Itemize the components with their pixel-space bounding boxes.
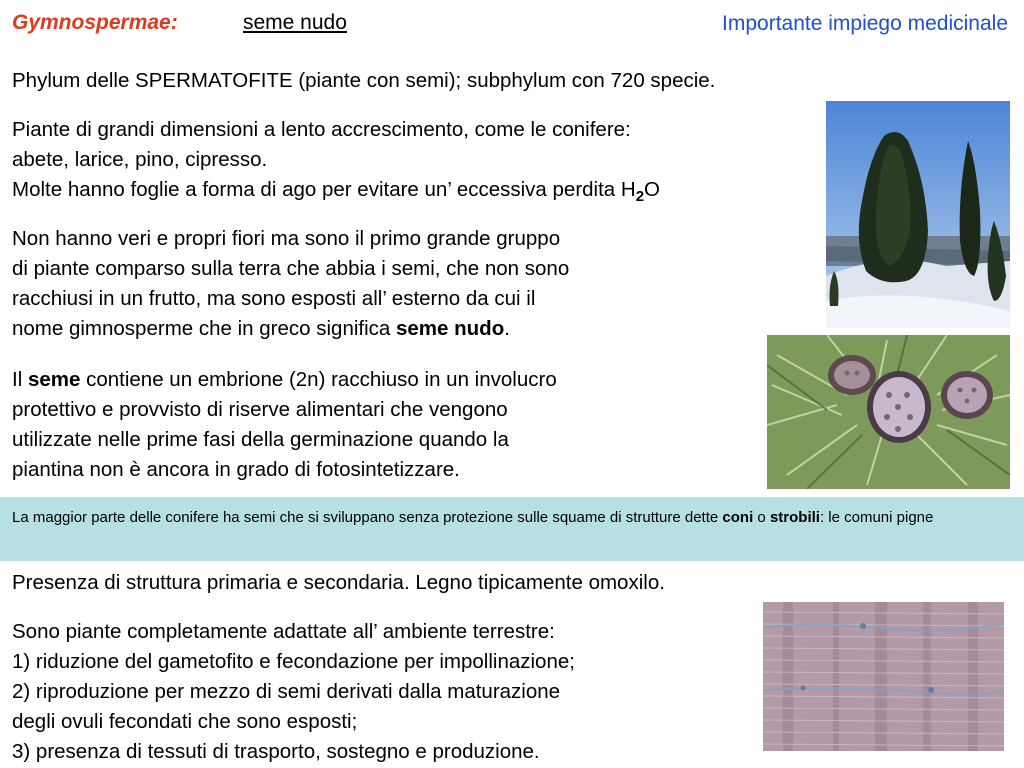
subscript: 2 (635, 188, 645, 205)
text-line: racchiusi in un frutto, ma sono esposti all’ esterno da cui il (12, 287, 536, 310)
text-span: Il (12, 368, 28, 391)
text-span: nome gimnosperme che in greco significa (12, 317, 396, 340)
text-line: 2) riproduzione per mezzo di semi derivati dalla maturazione (12, 680, 561, 703)
bold-term: seme nudo (396, 317, 505, 340)
bold-term: seme (27, 368, 81, 391)
conifer-trees-image (826, 101, 1010, 328)
text-line: Non hanno veri e propri fiori ma sono il primo grande gruppo (12, 227, 561, 250)
paragraph-seed-def (12, 365, 557, 485)
text-line (12, 365, 557, 395)
bold-term: strobili (769, 509, 820, 526)
pine-cones-image (767, 335, 1010, 489)
text-line: protettivo e provvisto di riserve alimentari che vengono (12, 398, 508, 421)
callout-text (12, 505, 1012, 530)
text-span: La maggior parte delle conifere ha semi che si sviluppano senza protezione sulle squame di strutture dette (12, 509, 723, 526)
text-line: piantina non è ancora in grado di fotosintetizzare. (12, 458, 460, 481)
text-span: . (504, 317, 510, 340)
text-line: abete, larice, pino, cipresso. (12, 148, 268, 171)
paragraph-seeds (12, 224, 569, 344)
paragraph-size (12, 115, 660, 207)
wood-micrograph-image (763, 602, 1004, 751)
text-line: utilizzate nelle prime fasi della germinazione quando la (12, 428, 509, 451)
paragraph-structure: Presenza di struttura primaria e secondaria. Legno tipicamente omoxilo. (12, 571, 665, 594)
text-line (12, 314, 569, 344)
bold-term: coni (722, 509, 754, 526)
text-span: : le comuni pigne (819, 509, 934, 526)
text-span: o (753, 509, 770, 526)
text-line: 3) presenza di tessuti di trasporto, sostegno e produzione. (12, 740, 540, 763)
text-line: 1) riduzione del gametofito e fecondazione per impollinazione; (12, 650, 575, 673)
page-title: Gymnospermae: (12, 11, 178, 34)
text-line: Piante di grandi dimensioni a lento accrescimento, come le conifere: (12, 118, 631, 141)
page-subtitle: seme nudo (243, 11, 347, 34)
text-line: di piante comparso sulla terra che abbia i semi, che non sono (12, 257, 570, 280)
paragraph-phylum: Phylum delle SPERMATOFITE (piante con semi); subphylum con 720 specie. (12, 69, 716, 92)
header-note: Importante impiego medicinale (722, 12, 1008, 35)
paragraph-adaptations (12, 617, 575, 767)
text-span: contiene un embrione (2n) racchiuso in un involucro (80, 368, 557, 391)
text-span: Molte hanno foglie a forma di ago per evitare un’ eccessiva perdita H (12, 178, 636, 201)
text-line: degli ovuli fecondati che sono esposti; (12, 710, 358, 733)
text-line: Sono piante completamente adattate all’ ambiente terrestre: (12, 620, 555, 643)
text-span: O (644, 178, 660, 201)
text-line (12, 175, 660, 207)
